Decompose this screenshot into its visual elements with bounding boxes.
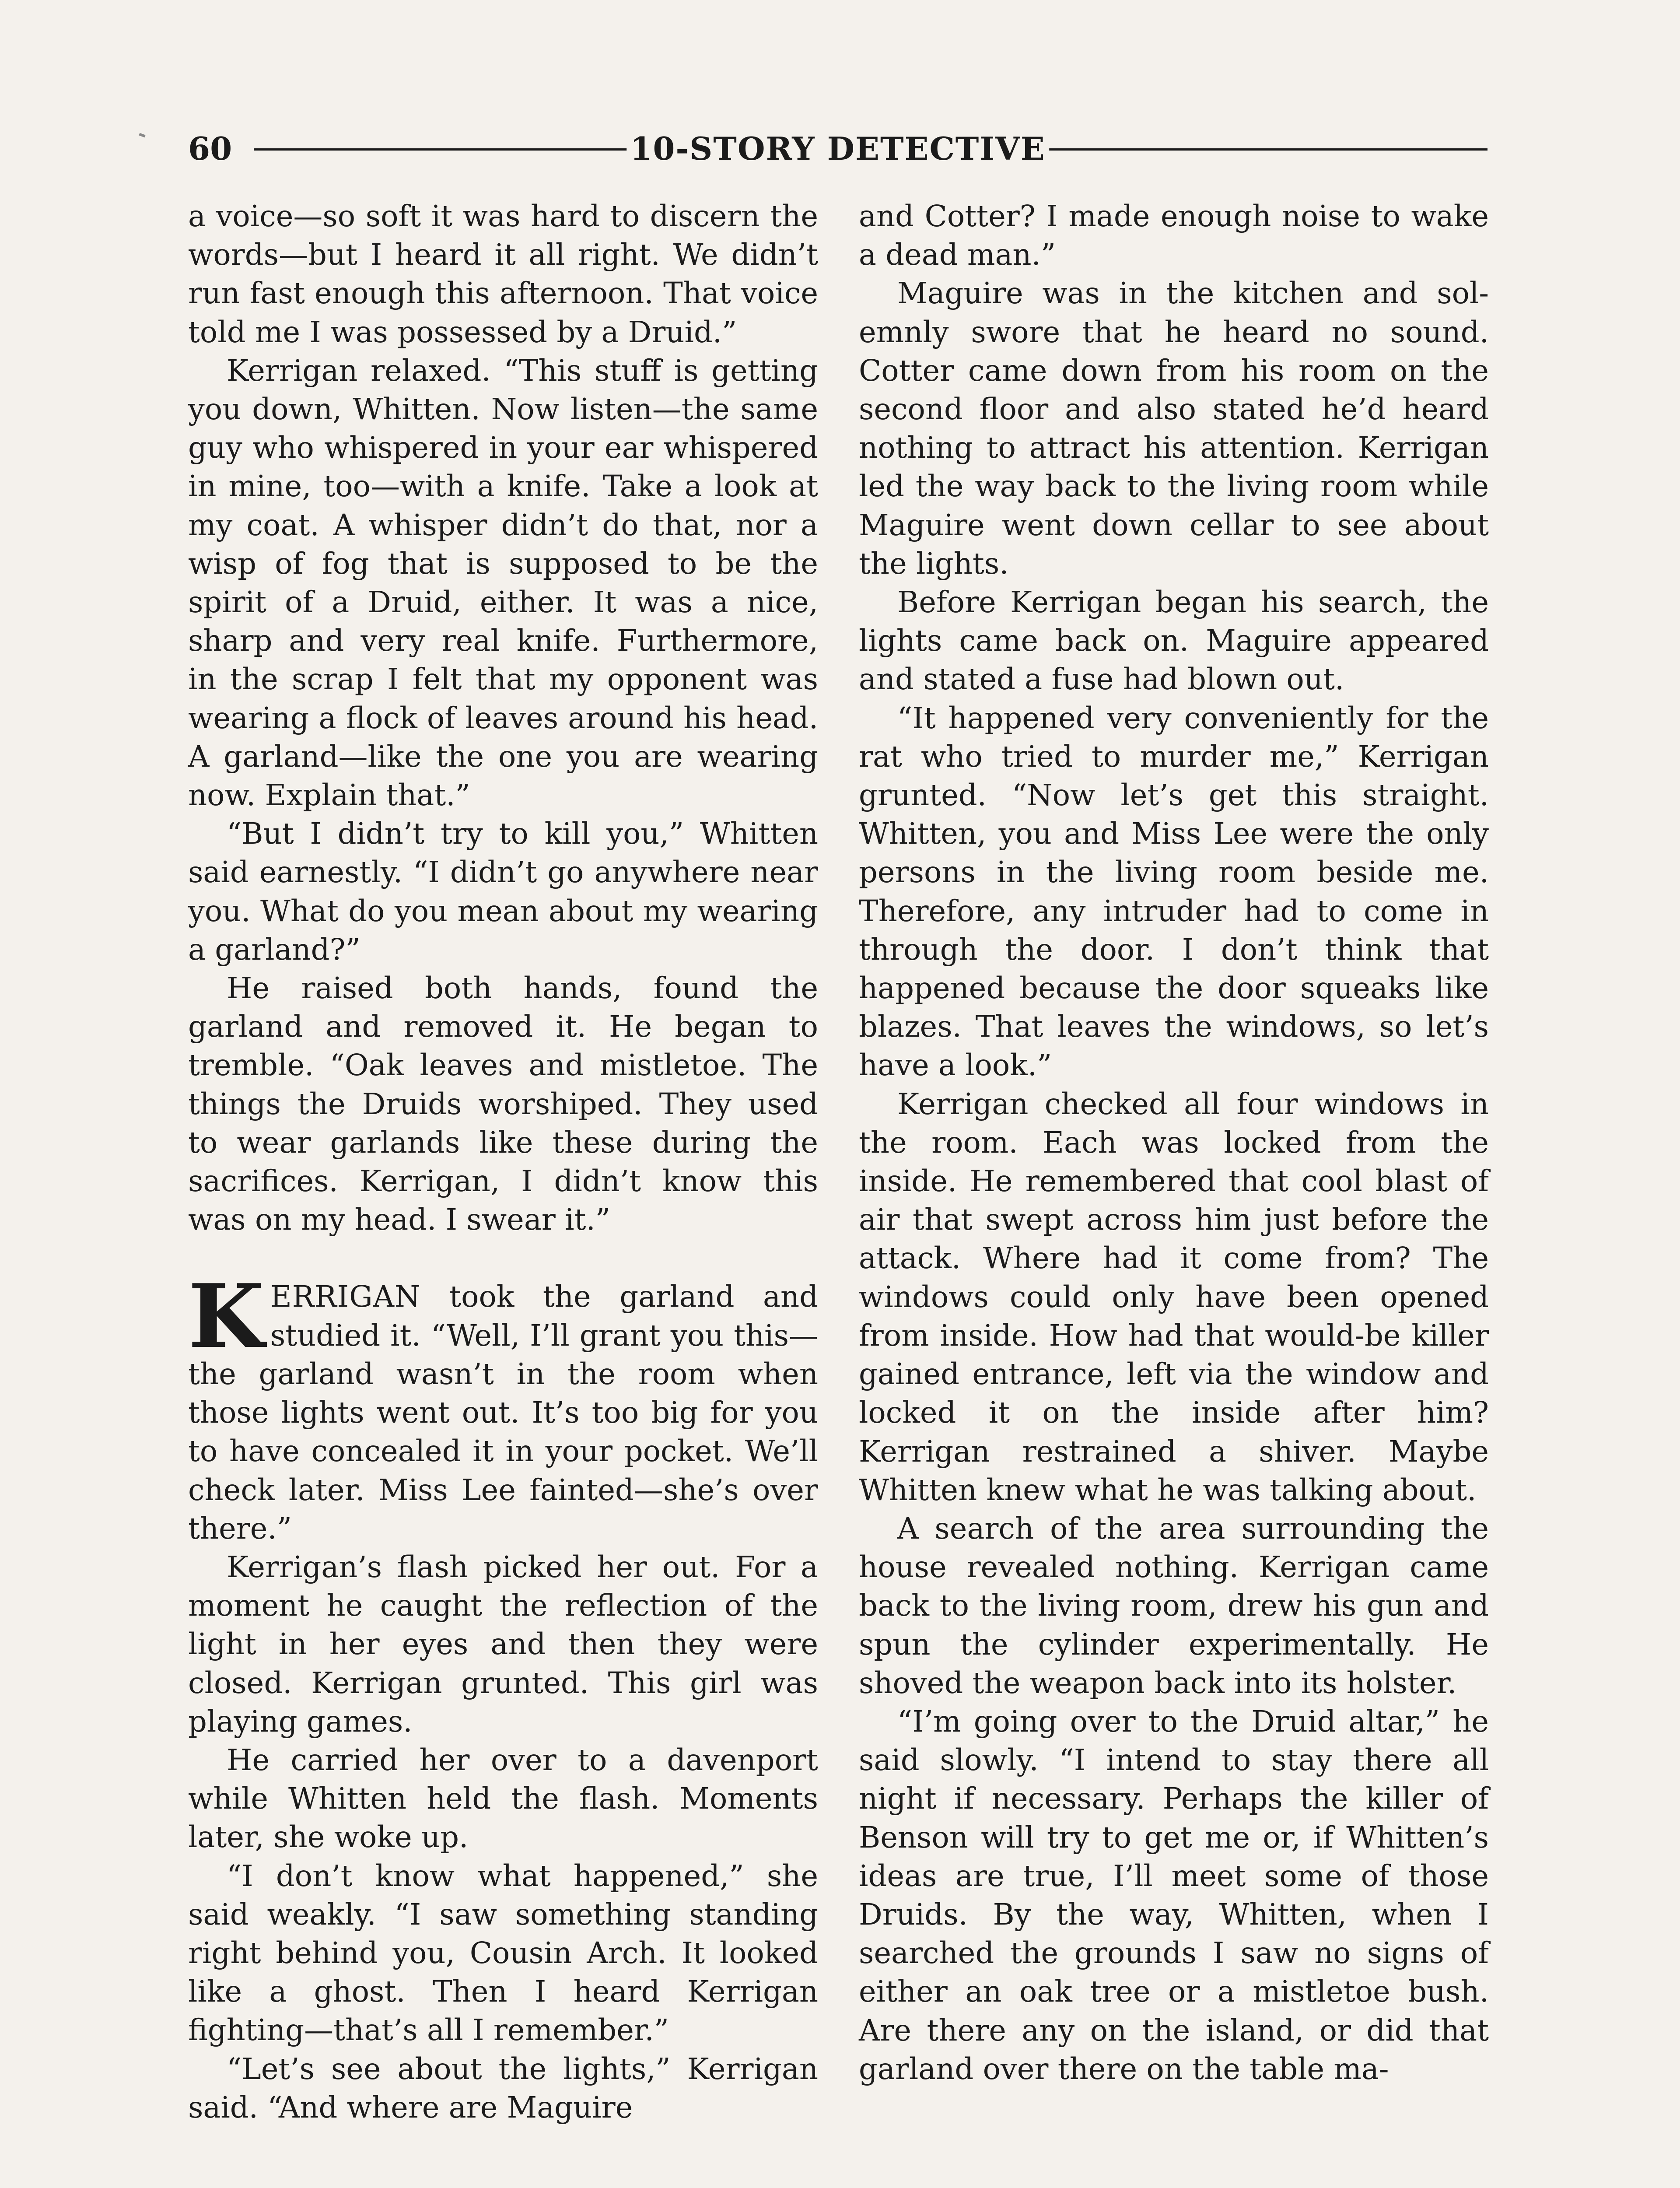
paragraph: “Let’s see about the lights,” Kerrigan said. “And where are Maguire [188, 2051, 818, 2125]
paragraph: Kerrigan relaxed. “This stuff is getting you down, Whitten. Now listen—the same guy who whispered in your ear whispered in mine, too—with a knife. Take a look at my coat. A whisper didn’t do that, nor a wisp of fog that is supposed to be the spirit of a Druid, either. It was a nice, sharp and very real knife. Furthermore, in the scrap I felt that my opponent was wearing a flock of leaves around his head. A garland—like the one you are wearing now. Explain that.” [188, 353, 818, 813]
header-rule-right [1019, 148, 1488, 151]
paragraph: Maguire was in the kitchen and solemnly swore that he heard no sound. Cotter came down from his room on the second floor and also stated he’d heard nothing to attract his attention. Kerrigan led the way back to the living room while Maguire went down cellar to see about the lights. [859, 276, 1489, 581]
paragraph: He raised both hands, found the garland and removed it. He began to tremble. “Oak leaves and mistletoe. The things the Druids worshiped. They used to wear garlands like these during the sacrifices. Kerrigan, I didn’t know this was on my head. I swear it.” [188, 971, 818, 1237]
running-header [188, 125, 1488, 173]
paragraph: Kerrigan’s flash picked her out. For a moment he caught the reflection of the light in her eyes and then they were closed. Kerrigan grunted. This girl was playing games. [188, 1550, 818, 1739]
corner-speck [139, 133, 145, 137]
paragraph: Kerrigan checked all four windows in the room. Each was locked from the inside. He remembered that cool blast of air that swept across him just before the attack. Where had it come from? The windows could only have been opened from inside. How had that would-be killer gained entrance, left via the window and locked it on the inside after him? Kerrigan restrained a shiver. Maybe Whitten knew what he was talking about. [859, 1087, 1489, 1507]
paragraph: “But I didn’t try to kill you,” Whitten said earnestly. “I didn’t go anywhere near you. What do you mean about my wearing a garland?” [188, 817, 818, 967]
drop-cap-word: ERRIGAN [270, 1280, 421, 1314]
section-opening-paragraph [188, 1265, 818, 1547]
magazine-title: 10-STORY DETECTIVE [626, 125, 1049, 173]
paragraph: “It happened very conveniently for the rat who tried to murder me,” Kerrigan grunted. “Now let’s get this straight. Whitten, you and Miss Lee were the only persons in the living room beside me. Therefore, any intruder had to come in through the door. I don’t think that happened because the door squeaks like blazes. That leaves the windows, so let’s have a look.” [859, 701, 1489, 1083]
page-number: 60 [188, 125, 234, 173]
paragraph: “I don’t know what happened,” she said weakly. “I saw something standing right behind you, Cousin Arch. It looked like a ghost. Then I heard Kerrigan fighting—that’s all I remember.” [188, 1858, 818, 2048]
paragraph: Before Kerrigan began his search, the lights came back on. Maguire appeared and stated a fuse had blown out. [859, 585, 1489, 697]
paragraph: and Cotter? I made enough noise to wake a dead man.” [859, 199, 1489, 272]
drop-cap: K [188, 1265, 264, 1368]
left-column [188, 197, 818, 2127]
right-column [859, 197, 1489, 2088]
paragraph: a voice—so soft it was hard to discern the words—but I heard it all right. We didn’t run fast enough this afternoon. That voice told me I was possessed by a Druid.” [188, 199, 818, 349]
paragraph: “I’m going over to the Druid altar,” he said slowly. “I intend to stay there all night if necessary. Perhaps the killer of Benson will try to get me or, if Whitten’s ideas are true, I’ll meet some of those Druids. By the way, Whitten, when I searched the grounds I saw no signs of either an oak tree or a mistletoe bush. Are there any on the island, or did that garland over there on the table ma- [859, 1704, 1489, 2086]
paragraph: A search of the area surrounding the house revealed nothing. Kerrigan came back to the living room, drew his gun and spun the cylinder experimentally. He shoved the weapon back into its holster. [859, 1511, 1489, 1700]
paragraph: He carried her over to a davenport while Whitten held the flash. Moments later, she woke up. [188, 1743, 818, 1855]
paragraph-text: took the garland and studied it. “Well, I’ll grant you this—the garland wasn’t in the room when those lights went out. It’s too big for you to have concealed it in your pocket. We’ll check later. Miss Lee fainted—she’s over there.” [188, 1280, 818, 1546]
